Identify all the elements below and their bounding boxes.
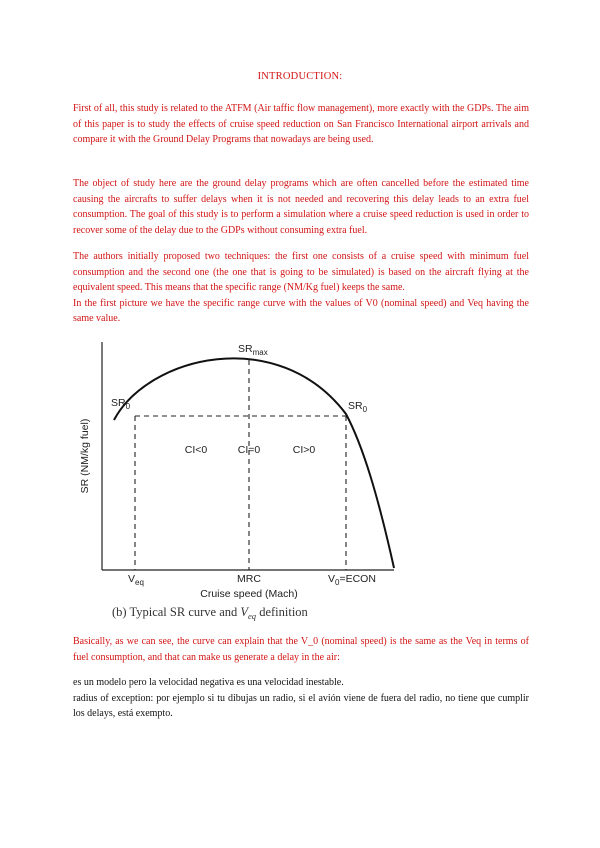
intro-paragraph-3 <box>73 249 529 327</box>
note-radius-exception: radius of exception: por ejemplo si tu dibujas un radio, si el avión viene de fuera del radio, no tiene que cumplir los delays, está exempto. <box>73 692 529 719</box>
tick-v0-econ: $V_0=ECON$ <box>328 573 376 587</box>
sr-max-label: $SR_{max}$ <box>238 343 268 357</box>
y-axis-label: SR (NM/kg fuel) <box>79 418 91 494</box>
sr-curve-figure <box>78 336 398 628</box>
intro-paragraph-2: The object of study here are the ground delay programs which are often cancelled before the estimated time causing the aircrafts to suffer delays when it is not needed and recovering this delay leads to an extra fuel consumption. The goal of this study is to perform a simulation where a cruise speed reduction is used in order to recover some of the delay due to the GDPs without consuming extra fuel. <box>73 178 529 236</box>
sr-curve-svg <box>78 336 398 628</box>
note-negative-speed: es un modelo pero la velocidad negativa es una velocidad inestable. <box>73 677 344 688</box>
intro-paragraph-1: First of all, this study is related to the ATFM (Air taffic flow management), more exactly with the GDPs. The aim of this paper is to study the effects of cruise speed reduction on San Francisco International airport arrivals and compare it with the Ground Delay Programs that nowadays are being used. <box>73 103 529 145</box>
section-heading: INTRODUCTION: <box>257 71 343 82</box>
sr0-right-label: $SR_0$ <box>348 400 368 414</box>
techniques-text: The authors initially proposed two techniques: the first one consists of a cruise speed with minimum fuel consumption and the second one (the one that is going to be simulated) is based on the aircraft flying at the equivalent speed. This means that the specific range (NM/Kg fuel) keeps the same. <box>73 251 529 293</box>
region-ci-positive: CI>0 <box>292 444 316 456</box>
sr-curve <box>114 358 394 568</box>
notes-paragraph <box>73 675 529 722</box>
sr0-left-label: $SR_0$ <box>111 397 131 411</box>
region-ci-negative: CI<0 <box>184 444 208 456</box>
first-picture-text: In the first picture we have the specific range curve with the values of V0 (nominal speed) and Veq having the same value. <box>73 297 529 324</box>
tick-veq: $V_{eq}$ <box>128 573 144 587</box>
x-axis-label: Cruise speed (Mach) <box>200 588 298 600</box>
figure-caption: (b) Typical SR curve and $V_{eq}$ definition <box>112 605 308 621</box>
tick-mrc: MRC <box>237 573 261 585</box>
explanation-paragraph: Basically, as we can see, the curve can explain that the V_0 (nominal speed) is the same as the Veq in terms of fuel consumption, and that can make us generate a delay in the air: <box>73 636 529 663</box>
region-ci-zero: CI=0 <box>237 444 261 456</box>
